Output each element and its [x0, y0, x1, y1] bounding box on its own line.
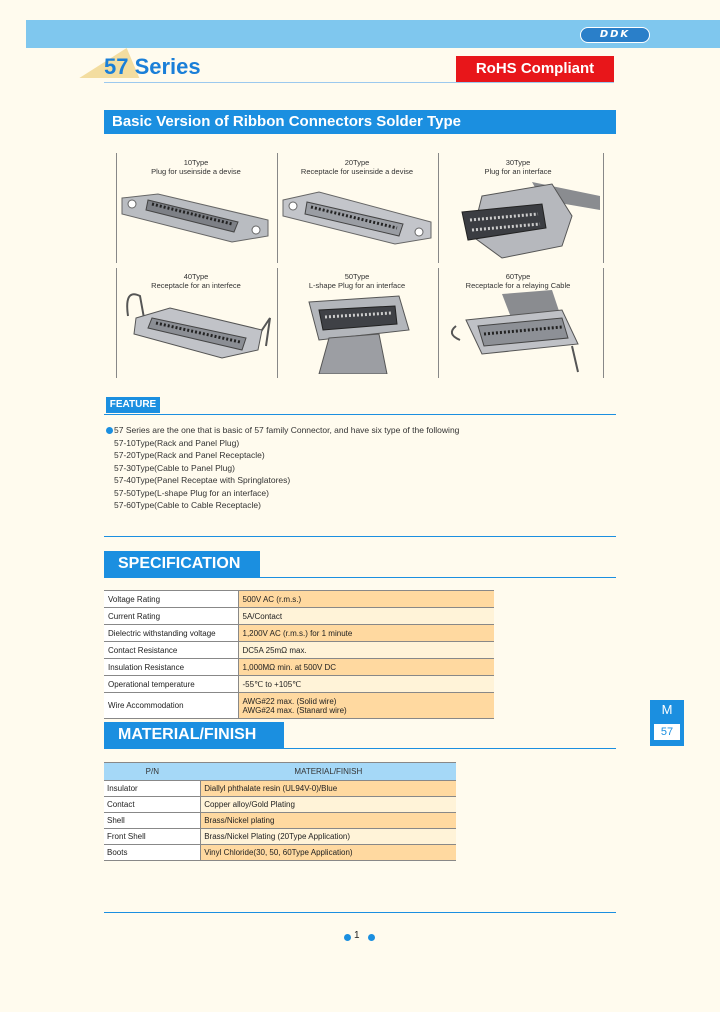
product-caption	[277, 158, 437, 176]
product-caption	[116, 158, 276, 176]
page-dot-icon	[368, 934, 375, 941]
table-row: Front Shell Brass/Nickel Plating (20Type Application)	[104, 829, 456, 845]
page-number: 1	[354, 930, 360, 941]
connector-30type-image	[442, 176, 602, 260]
grid-divider	[603, 268, 604, 378]
specification-table	[104, 590, 494, 719]
material-table	[104, 762, 456, 861]
feature-tag: FEATURE	[106, 397, 160, 413]
product-desc: Receptacle for a relaying Cable	[465, 281, 571, 290]
page-dot-icon	[344, 934, 351, 941]
table-row: Operational temperature -55℃ to +105℃	[104, 676, 494, 693]
feature-rule	[104, 414, 616, 415]
specification-title: SPECIFICATION	[104, 551, 260, 577]
product-type: 20Type	[344, 158, 370, 167]
product-type: 40Type	[183, 272, 209, 281]
product-desc: Receptacle for useinside a devise	[300, 167, 414, 176]
connector-50type-image	[279, 290, 435, 374]
product-desc: Plug for an interface	[484, 167, 552, 176]
section-banner: Basic Version of Ribbon Connectors Solder Type	[104, 110, 616, 134]
connector-60type-image	[442, 290, 602, 374]
feature-line: 57-40Type(Panel Receptae with Springlatores)	[114, 475, 291, 485]
product-type: 10Type	[183, 158, 209, 167]
table-row: Boots Vinyl Chloride(30, 50, 60Type Application)	[104, 845, 456, 861]
product-type: 50Type	[344, 272, 370, 281]
feature-line: 57-10Type(Rack and Panel Plug)	[114, 437, 240, 448]
product-desc: L-shape Plug for an interface	[308, 281, 406, 290]
table-row: Voltage Rating 500V AC (r.m.s.)	[104, 591, 494, 608]
table-row: Contact Resistance DC5A 25mΩ max.	[104, 642, 494, 659]
table-row: Insulation Resistance 1,000MΩ min. at 500V DC	[104, 659, 494, 676]
table-header-row: P/N MATERIAL/FINISH	[104, 763, 456, 781]
table-row: Insulator Diallyl phthalate resin (UL94V-0)/Blue	[104, 781, 456, 797]
product-caption	[438, 158, 598, 176]
title-underline	[104, 82, 614, 83]
product-caption	[438, 272, 598, 290]
spec-rule	[104, 577, 616, 578]
material-title: MATERIAL/FINISH	[104, 722, 284, 748]
connector-20type-image	[279, 180, 435, 250]
bullet-icon	[106, 427, 113, 434]
footer-rule	[104, 912, 616, 913]
rohs-badge: RoHS Compliant	[456, 56, 614, 82]
feature-line: 57-20Type(Rack and Panel Receptacle)	[114, 450, 265, 460]
feature-line: 57-50Type(L-shape Plug for an interface)	[114, 487, 269, 498]
table-row: Wire Accommodation AWG#22 max. (Solid wire) AWG#24 max. (Stanard wire)	[104, 693, 494, 719]
feature-line: 57-60Type(Cable to Cable Receptacle)	[114, 500, 261, 510]
connector-10type-image	[118, 180, 274, 250]
product-type: 30Type	[505, 158, 531, 167]
product-type: 60Type	[505, 272, 531, 281]
section-rule	[104, 536, 616, 537]
feature-line: 57-30Type(Cable to Panel Plug)	[114, 462, 235, 473]
series-title: 57 Series	[104, 54, 201, 79]
connector-40type-image	[118, 288, 274, 368]
feature-line: 57 Series are the one that is basic of 57 family Connector, and have six type of the following	[114, 425, 460, 435]
table-row: Current Rating 5A/Contact	[104, 608, 494, 625]
grid-divider	[603, 153, 604, 263]
product-caption	[277, 272, 437, 290]
table-row: Shell Brass/Nickel plating	[104, 813, 456, 829]
material-rule	[104, 748, 616, 749]
side-tab-letter: M	[661, 702, 673, 717]
table-row: Contact Copper alloy/Gold Plating	[104, 797, 456, 813]
product-desc: Plug for useinside a devise	[151, 167, 241, 176]
table-row: Dielectric withstanding voltage 1,200V AC (r.m.s.) for 1 minute	[104, 625, 494, 642]
feature-list	[114, 424, 594, 512]
side-tab-number: 57	[654, 724, 680, 740]
product-desc: Receptacle for an interfece	[151, 281, 241, 290]
ddk-logo: DDK	[580, 27, 650, 43]
